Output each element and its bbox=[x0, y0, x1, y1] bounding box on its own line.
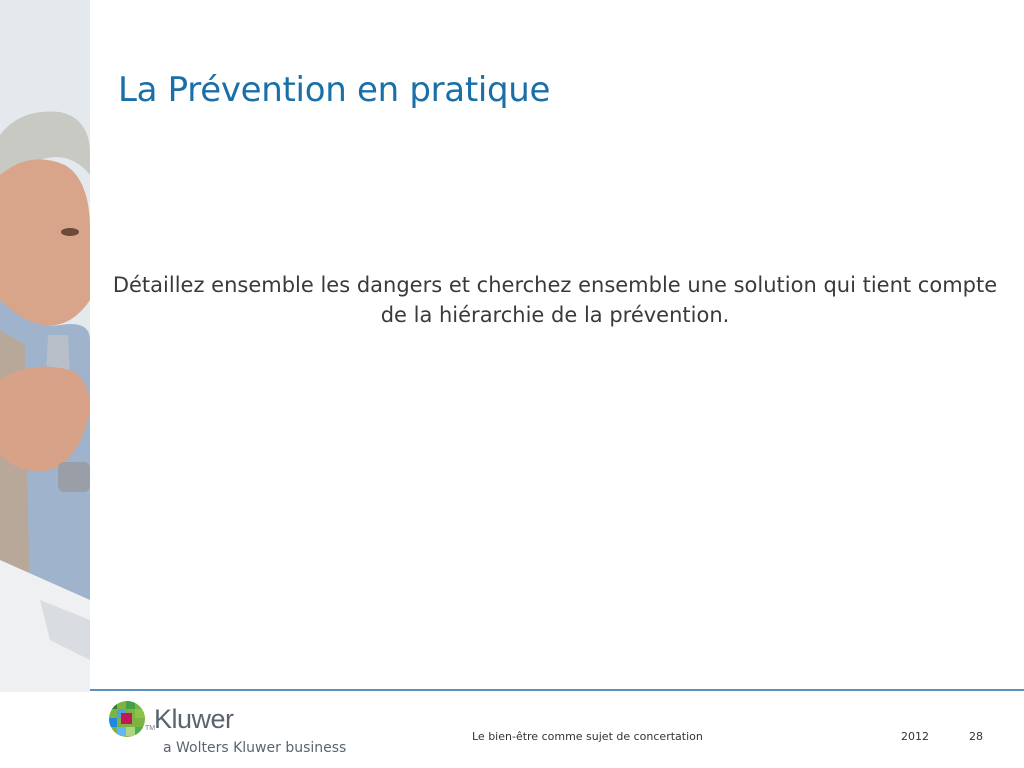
slide-title: La Prévention en pratique bbox=[118, 70, 551, 110]
kluwer-checkerboard-globe-icon bbox=[108, 700, 146, 738]
logo-trademark: TM bbox=[145, 725, 156, 732]
footer-year: 2012 bbox=[901, 730, 929, 743]
logo-tagline: a Wolters Kluwer business bbox=[163, 740, 347, 756]
slide-body-text: Détaillez ensemble les dangers et cherchez ensemble une solution qui tient compte de la hiérarchie de la prévention. bbox=[112, 273, 998, 327]
kluwer-logo bbox=[108, 700, 368, 760]
footer-caption: Le bien-être comme sujet de concertation bbox=[472, 730, 703, 743]
page-number: 28 bbox=[969, 730, 983, 743]
businessman-photo-illustration bbox=[0, 0, 90, 692]
logo-name: Kluwer bbox=[154, 704, 234, 734]
footer-divider bbox=[90, 689, 1024, 691]
side-photo bbox=[0, 0, 90, 692]
